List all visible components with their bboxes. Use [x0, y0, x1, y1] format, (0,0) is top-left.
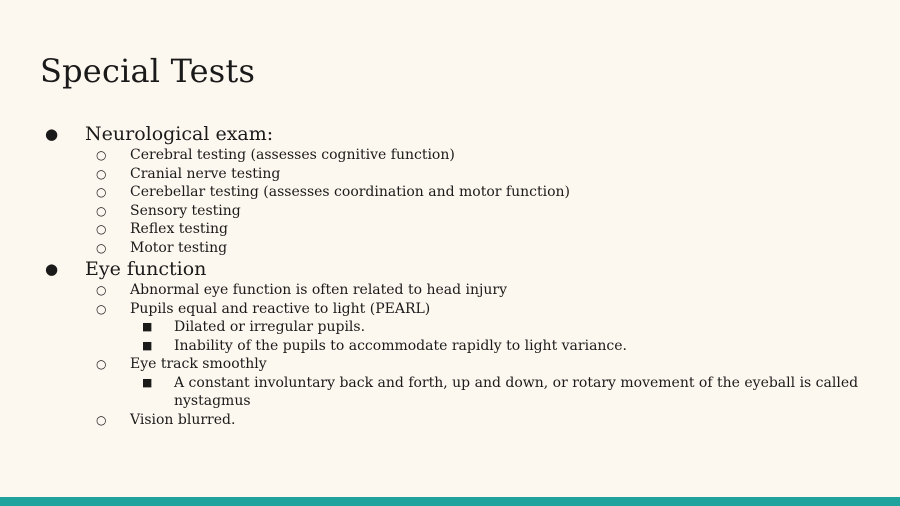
bullet-text: Neurological exam:	[85, 123, 274, 145]
square-bullet-icon: ■	[142, 320, 153, 333]
hollow-circle-bullet-icon: ○	[96, 412, 107, 427]
hollow-circle-bullet-icon: ○	[96, 283, 107, 297]
sub-item-accommodation	[0, 337, 900, 356]
sub-item-nystagmus	[0, 374, 900, 411]
sub-item-text: Dilated or irregular pupils.	[174, 319, 366, 335]
hollow-circle-bullet-icon: ○	[96, 148, 107, 162]
list-item-text: Eye track smoothly	[130, 356, 267, 372]
filled-circle-bullet-icon: ●	[45, 260, 59, 278]
list-item-text: Cerebral testing (assesses cognitive function)	[130, 147, 455, 163]
list-item-vision-blurred	[0, 411, 900, 430]
list-item-text: Reflex testing	[130, 221, 228, 237]
list-item-text: Motor testing	[130, 239, 228, 256]
hollow-circle-bullet-icon: ○	[96, 166, 107, 181]
list-item-eye-track	[0, 355, 900, 374]
list-item-text: Sensory testing	[130, 202, 241, 219]
list-item-text: Cranial nerve testing	[130, 165, 281, 182]
bullet-eye-function	[0, 257, 900, 281]
hollow-circle-bullet-icon: ○	[96, 301, 107, 316]
list-item-pearl	[0, 300, 900, 319]
list-item-text: Cerebellar testing (assesses coordination and motor function)	[130, 184, 570, 200]
square-bullet-icon: ■	[142, 338, 153, 352]
footer-accent-bar	[0, 497, 900, 506]
hollow-circle-bullet-icon: ○	[96, 185, 107, 199]
hollow-circle-bullet-icon: ○	[96, 357, 107, 371]
list-item-abnormal-eye-function	[0, 281, 900, 300]
list-item-motor-testing	[0, 239, 900, 258]
slide-content	[0, 122, 900, 429]
sub-item-text: Inability of the pupils to accommodate rapidly to light variance.	[174, 337, 628, 354]
bullet-text: Eye function	[85, 258, 207, 280]
list-item-sensory-testing	[0, 202, 900, 221]
hollow-circle-bullet-icon: ○	[96, 240, 107, 255]
list-item-reflex-testing	[0, 220, 900, 239]
filled-circle-bullet-icon: ●	[45, 125, 59, 143]
list-item-text: Pupils equal and reactive to light (PEARL)	[130, 300, 431, 317]
bullet-neurological-exam	[0, 122, 900, 146]
square-bullet-icon: ■	[142, 375, 153, 389]
hollow-circle-bullet-icon: ○	[96, 203, 107, 218]
list-item-cerebral-testing	[0, 146, 900, 165]
hollow-circle-bullet-icon: ○	[96, 222, 107, 236]
sub-item-text: A constant involuntary back and forth, up and down, or rotary movement of the eyeball is called nystagmus	[174, 374, 859, 409]
list-item-cerebellar-testing	[0, 183, 900, 202]
list-item-cranial-nerve-testing	[0, 165, 900, 184]
list-item-text: Vision blurred.	[130, 411, 236, 428]
list-item-text: Abnormal eye function is often related to head injury	[130, 282, 507, 298]
slide-title: Special Tests	[40, 52, 256, 90]
sub-item-dilated-pupils	[0, 318, 900, 337]
